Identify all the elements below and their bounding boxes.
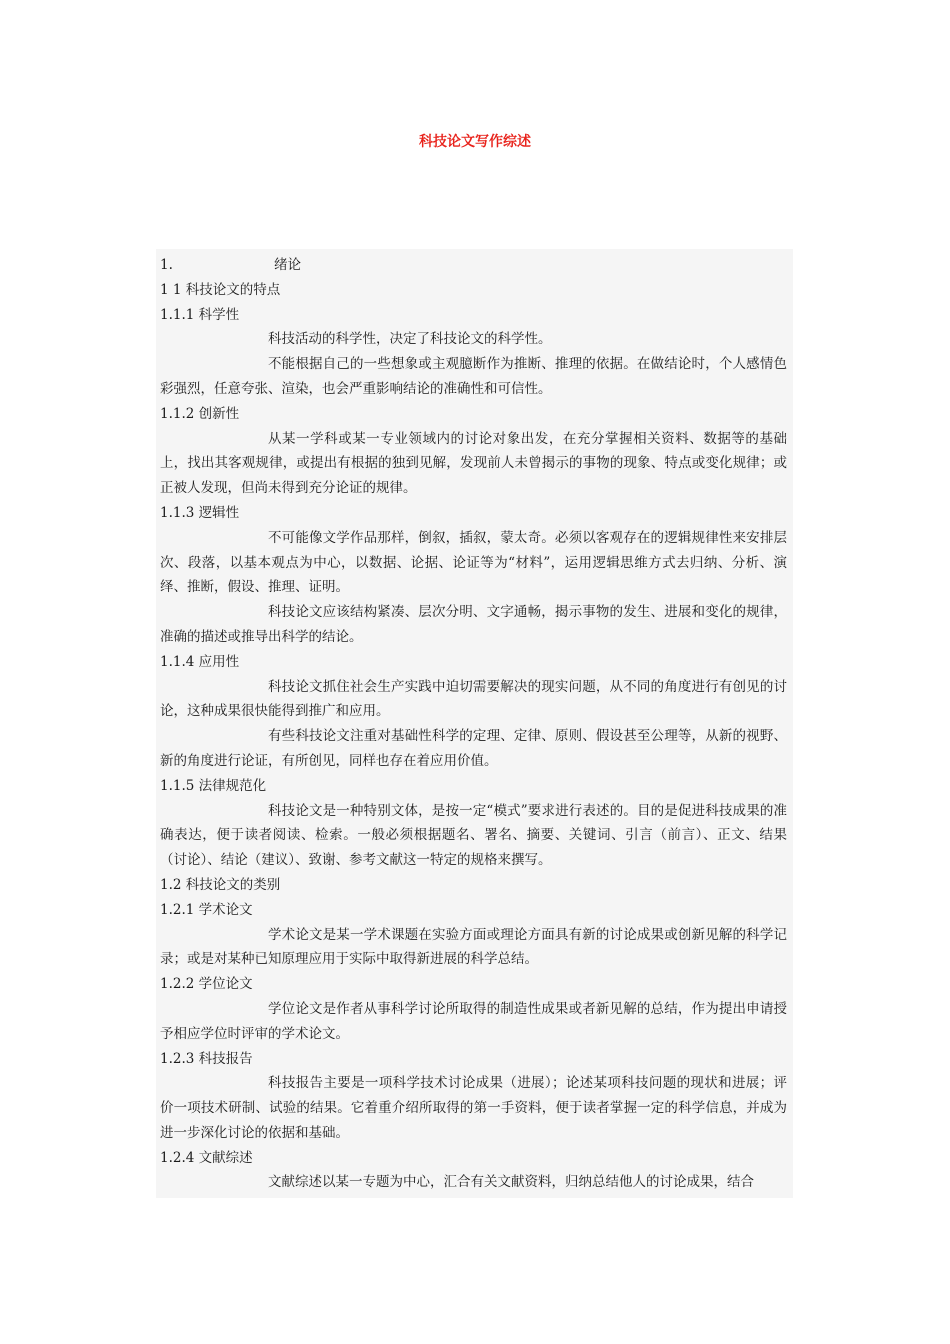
paragraph: 文献综述以某一专题为中心，汇合有关文献资料，归纳总结他人的讨论成果，结合 — [268, 1174, 754, 1191]
chapter-title: 绪论 — [274, 257, 301, 273]
section-heading: 1.2.1 学术论文 — [160, 901, 253, 918]
paragraph: 科技活动的科学性，决定了科技论文的科学性。 — [268, 331, 552, 348]
chapter-heading — [160, 253, 787, 278]
paragraph: 学位论文是作者从事科学讨论所取得的制造性成果或者新见解的总结，作为提出申请授予相应学位时评审的学术论文。 — [160, 1000, 787, 1042]
paragraph: 不可能像文学作品那样，倒叙，插叙，蒙太奇。必须以客观存在的逻辑规律性来安排层次、段落，以基本观点为中心，以数据、论据、论证等为“材料”，运用逻辑思维方式去归纳、分析、演绎、推断，假设、推理、证明。 — [160, 529, 787, 596]
document-body — [156, 249, 793, 1198]
paragraph: 科技论文是一种特别文体，是按一定“模式”要求进行表述的。目的是促进科技成果的准确表达，便于读者阅读、检索。一般必须根据题名、署名、摘要、关键词、引言（前言）、正文、结果（讨论）、结论（建议）、致谢、参考文献这一特定的规格来撰写。 — [160, 802, 787, 869]
paragraph: 有些科技论文注重对基础性科学的定理、定律、原则、假设甚至公理等，从新的视野、新的角度进行论证，有所创见，同样也存在着应用价值。 — [160, 728, 787, 769]
paragraph: 科技论文抓住社会生产实践中迫切需要解决的现实问题，从不同的角度进行有创见的讨论，这种成果很快能得到推广和应用。 — [160, 678, 787, 720]
section-heading: 1.1.2 创新性 — [160, 405, 240, 422]
section-heading: 1.2.3 科技报告 — [160, 1050, 253, 1067]
section-heading: 1.2 科技论文的类别 — [160, 876, 281, 893]
document-text — [156, 249, 793, 1195]
chapter-number: 1. — [160, 257, 173, 273]
section-heading: 1 1 科技论文的特点 — [160, 281, 281, 298]
paragraph: 不能根据自己的一些想象或主观臆断作为推断、推理的依据。在做结论时，个人感情色彩强烈，任意夸张、渲染，也会严重影响结论的准确性和可信性。 — [160, 356, 787, 397]
section-heading: 1.1.4 应用性 — [160, 653, 240, 670]
paragraph: 学术论文是某一学术课题在实验方面或理论方面具有新的讨论成果或创新见解的科学记录；或是对某种已知原理应用于实际中取得新进展的科学总结。 — [160, 926, 787, 968]
section-heading: 1.2.4 文献综述 — [160, 1149, 253, 1166]
paragraph: 科技论文应该结构紧凑、层次分明、文字通畅，揭示事物的发生、进展和变化的规律，准确的描述或推导出科学的结论。 — [160, 604, 787, 645]
section-heading: 1.1.5 法律规范化 — [160, 777, 267, 794]
document-title: 科技论文写作综述 — [419, 134, 531, 150]
section-heading: 1.2.2 学位论文 — [160, 976, 253, 993]
section-heading: 1.1.1 科学性 — [160, 306, 240, 323]
section-heading: 1.1.3 逻辑性 — [160, 504, 240, 521]
paragraph: 从某一学科或某一专业领域内的讨论对象出发，在充分掌握相关资料、数据等的基础上，找出其客观规律，或提出有根据的独到见解，发现前人未曾揭示的事物的现象、特点或变化规律；或正被人发现，但尚未得到充分论证的规律。 — [160, 430, 787, 497]
paragraph: 科技报告主要是一项科学技术讨论成果（进展）；论述某项科技问题的现状和进展；评价一项技术研制、试验的结果。它着重介绍所取得的第一手资料，便于读者掌握一定的科学信息，并成为进一步深化讨论的依据和基础。 — [160, 1075, 787, 1141]
